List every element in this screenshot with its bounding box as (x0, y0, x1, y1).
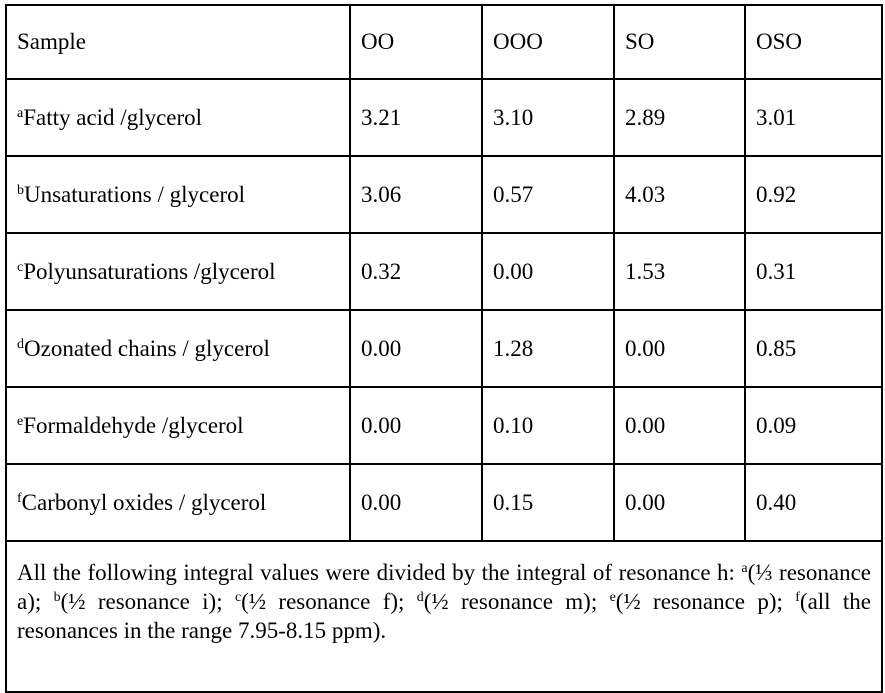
footnote-marker: d (416, 590, 424, 605)
row-label-text: Unsaturations / glycerol (24, 181, 246, 207)
data-table (5, 4, 883, 693)
row-label (6, 310, 350, 387)
footnote-marker: b (53, 590, 61, 605)
footnote-text: (all the resonances in the range 7.95-8.15 ppm). (17, 589, 871, 643)
footnote-text: (⅓ resonance a); (17, 560, 871, 614)
row-label (6, 156, 350, 233)
row-label-text: Formaldehyde /glycerol (23, 412, 244, 438)
row-label-text: Fatty acid /glycerol (23, 104, 203, 130)
table-cell: 0.92 (745, 156, 882, 233)
header-cell-oso: OSO (745, 5, 882, 79)
row-label (6, 464, 350, 541)
footnote-text: (½ resonance f); (241, 589, 417, 614)
table-cell: 0.40 (745, 464, 882, 541)
row-label (6, 233, 350, 310)
table-cell: 0.15 (482, 464, 614, 541)
row-label-text: Ozonated chains / glycerol (24, 335, 270, 361)
footnote-marker: e (609, 590, 616, 605)
footnote-marker: f (17, 490, 22, 506)
footnote-marker: a (741, 561, 748, 576)
table-row (6, 233, 882, 310)
table-cell: 3.21 (350, 79, 482, 156)
table-cell: 3.06 (350, 156, 482, 233)
header-cell-oo: OO (350, 5, 482, 79)
header-cell-ooo: OOO (482, 5, 614, 79)
table-cell: 0.85 (745, 310, 882, 387)
header-cell-sample: Sample (6, 5, 350, 79)
table-cell: 0.32 (350, 233, 482, 310)
footnote-row (6, 541, 882, 692)
footnote-marker: c (234, 590, 242, 605)
row-label-text: Polyunsaturations /glycerol (23, 258, 276, 284)
table-row (6, 156, 882, 233)
table-cell: 0.00 (614, 387, 745, 464)
table-cell: 0.00 (482, 233, 614, 310)
footnote-text: (½ resonance i); (60, 589, 235, 614)
table-cell: 0.00 (614, 310, 745, 387)
table-cell: 0.09 (745, 387, 882, 464)
table-row (6, 79, 882, 156)
header-row (6, 5, 882, 79)
footnote-marker: d (17, 336, 24, 352)
table-cell: 0.00 (350, 387, 482, 464)
footnote-intro: All the following integral values were divided by the integral of resonance h: (17, 560, 742, 585)
table-row (6, 387, 882, 464)
table-row (6, 464, 882, 541)
table-row (6, 310, 882, 387)
footnote-text: (½ resonance m); (423, 589, 610, 614)
table-cell: 2.89 (614, 79, 745, 156)
row-label (6, 79, 350, 156)
footnote-cell (6, 541, 882, 692)
table-cell: 0.31 (745, 233, 882, 310)
table-cell: 0.00 (614, 464, 745, 541)
table-cell: 4.03 (614, 156, 745, 233)
table-cell: 3.10 (482, 79, 614, 156)
table-cell: 0.00 (350, 310, 482, 387)
footnote-marker: c (17, 259, 24, 275)
row-label (6, 387, 350, 464)
footnote-marker: e (17, 413, 24, 429)
footnote-marker: b (17, 182, 24, 198)
table-cell: 1.53 (614, 233, 745, 310)
footnote-marker: f (795, 590, 800, 605)
table-cell: 0.00 (350, 464, 482, 541)
row-label-text: Carbonyl oxides / glycerol (21, 489, 267, 515)
header-cell-so: SO (614, 5, 745, 79)
table-cell: 1.28 (482, 310, 614, 387)
table-cell: 3.01 (745, 79, 882, 156)
table-cell: 0.10 (482, 387, 614, 464)
table-cell: 0.57 (482, 156, 614, 233)
footnote-marker: a (17, 105, 24, 121)
footnote-text: (½ resonance p); (615, 589, 796, 614)
